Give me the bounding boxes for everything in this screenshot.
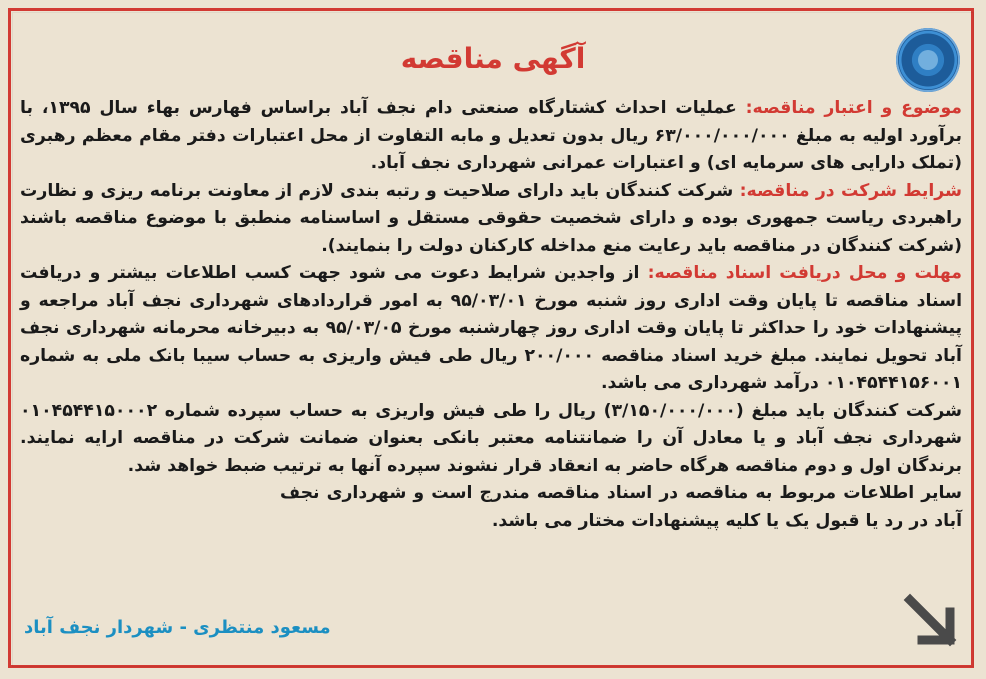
subject-text: عملیات احداث کشتارگاه صنعتی دام نجف آباد براساس فهارس بهاء سال ۱۳۹۵، با برآورد اولیه به مبلغ ۶۳/۰۰۰/۰۰۰/۰۰۰ ریال بدون تعدیل و مابه التفاوت از محل اعتبارات دفتر مقام معظم رهبری (تملک دارایی های سرمایه ای) و اعتبارات عمرانی شهرداری نجف آباد. (20, 98, 963, 173)
subject-label: موضوع و اعتبار مناقصه: (745, 98, 962, 118)
conditions-text: شرکت کنندگان باید دارای صلاحیت و رتبه بندی لازم از معاونت برنامه ریزی و نظارت راهبردی ریاست جمهوری بوده و دارای شخصیت حقوقی مستقل و اساسنامه منطبق با موضوع مناقصه باشند (شرکت کنندگان در مناقصه باید رعایت منع مداخله کارکنان دولت را بنمایند). (20, 180, 962, 256)
signature: مسعود منتظری - شهردار نجف آباد (24, 617, 331, 638)
conditions-label: شرایط شرکت در مناقصه: (739, 180, 962, 201)
paragraph-deposit: شرکت کنندگان باید مبلغ (۳/۱۵۰/۰۰۰/۰۰۰) ریال را طی فیش واریزی به حساب سپرده شماره ۰۱۰۴۵۴۴۱۵۰۰۰۲ شهرداری نجف آباد و یا معادل آن را ضمانتنامه معتبر بانکی بعنوان ضمانت شرکت در مناقصه ارایه نمایند. برندگان اول و دوم مناقصه هرگاه حاضر به انعقاد قرار نشوند سپرده آنها به ترتیب ضبط خواهد شد. (20, 400, 962, 476)
paragraph-other-info: سایر اطلاعات مربوط به مناقصه در اسناد مناقصه مندرج است و شهرداری نجف آباد در رد یا قبول یک یا کلیه پیشنهادات مختار می باشد. (280, 483, 962, 531)
paragraph-conditions (20, 178, 962, 261)
corner-arrow-icon (900, 590, 970, 660)
deadline-label: مهلت و محل دریافت اسناد مناقصه: (647, 263, 962, 283)
paragraph-subject (20, 95, 962, 178)
notice-title: آگهی مناقصه (400, 42, 586, 75)
notice-body (20, 95, 962, 535)
deadline-text: از واجدین شرایط دعوت می شود جهت کسب اطلاعات بیشتر و دریافت اسناد مناقصه تا پایان وقت اداری روز شنبه مورخ ۹۵/۰۳/۰۱ به امور قراردادهای شهرداری نجف آباد مراجعه و پیشنهادات خود را حداکثر تا پایان وقت اداری روز چهارشنبه مورخ ۹۵/۰۳/۰۵ به دبیرخانه محرمانه شهرداری نجف آباد تحویل نمایند. مبلغ خرید اسناد مناقصه ۲۰۰/۰۰۰ ریال طی فیش واریزی به حساب سیبا بانک ملی به شماره ۰۱۰۴۵۴۴۱۵۶۰۰۱ درآمد شهرداری می باشد. (20, 263, 962, 393)
paragraph-deadline (20, 260, 962, 398)
